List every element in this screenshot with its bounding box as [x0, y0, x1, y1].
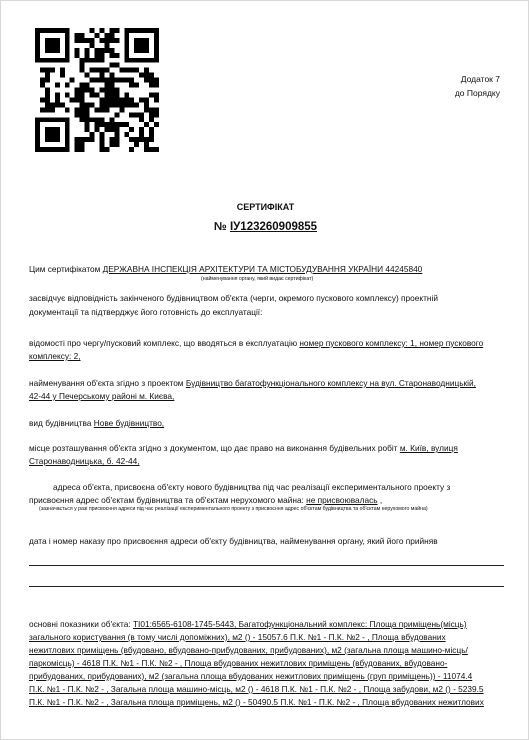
address-value: не присвоювалась [306, 495, 378, 505]
address-line-1: адреса об'єкта, присвоєна об'єкту нового будівництва під час реалізації експериментального проекту з [53, 482, 451, 492]
queue-line-1 [29, 337, 504, 350]
qr-code [35, 28, 159, 152]
location-value-1: м. Київ, вулиця [399, 443, 458, 453]
queue-label: відомості про чергу/пусковий комплекс, що вводяться в експлуатацію [29, 338, 300, 348]
location-value-2: Старонаводницька, б. 42-44, [29, 456, 140, 466]
object-name-line-1 [29, 377, 504, 390]
issuer-name: ДЕРЖАВНА ІНСПЕКЦІЯ АРХІТЕКТУРИ ТА МІСТОБУДУВАННЯ УКРАЇНИ 44245840 [102, 264, 423, 274]
issuer-line [29, 263, 504, 276]
queue-value-2: комплексу: 2, [29, 351, 81, 361]
number-value: ІУ123260909855 [229, 221, 318, 233]
object-name-label: найменування об'єкта згідно з проектом [29, 378, 186, 388]
object-name-value-1: Будівництво багатофункціонального комплексу на вул. Старонаводницькій, [185, 378, 476, 388]
certifies-line-2: документації та підтверджує його готовність до експлуатації: [29, 307, 263, 317]
indicators-text: ТІ01:6565-6108-1745-5443, Багатофункціональний комплекс: Площа приміщень(місць) [132, 619, 467, 629]
location-line-1 [29, 442, 504, 455]
certifies-line-1: засвідчує відповідність закінченого будівництвом об'єкта (черги, окремого пускового комплексу) проектній [29, 293, 438, 303]
annex-line-2: до Порядку [454, 88, 500, 98]
issuer-prefix: Цим сертифікатом [29, 264, 103, 274]
number-prefix: № [213, 221, 230, 233]
indicators-line: загального користування (в тому числі допоміжних), м2 () - 15057.6 П.К. №1 - П.К. №2 - , Площа вбудованих [29, 632, 446, 642]
indicators-line: прибудованих, прибудованих), м2 (загальна площа вбудованих нежитлових приміщень (груп приміщень)) - 11074.4 [29, 671, 473, 681]
indicators-label: основні показники об'єкта: [29, 619, 133, 629]
order-label: дата і номер наказу про присвоєння адреси об'єкту будівництва, найменування органу, який його прийняв [29, 536, 438, 546]
indicators-line: паркомісць) - 4618 П.К. №1 - П.К. №2 - , Площа вбудованих нежитлових приміщень (вбудованих, вбудовано- [29, 658, 448, 668]
indicators-line: П.К. №1 - П.К. №2 - , Загальна площа машино-місць, м2 () - 4618 П.К. №1 - П.К. №2 - , Площа забудови, м2 () - 5239.5 [29, 684, 484, 694]
annex-note [455, 72, 500, 100]
order-rule-2 [29, 586, 504, 587]
location-label: місце розташування об'єкта згідно з документом, що дає право на виконання будівельних робіт [29, 443, 400, 453]
address-label: присвоєння адрес об'єктам будівництва та об'єктам нерухомого майна: [29, 495, 307, 505]
order-rule-1 [29, 565, 504, 566]
construction-type-value: Нове будівництво, [93, 418, 165, 428]
construction-type-line [29, 417, 504, 430]
address-hint: (зазначається у разі присвоєння адреси під час реалізації експериментального проекту з присвоєння адрес об'єктам будівництва та об'єктам нерухомого майна) [39, 506, 428, 512]
indicators-line: П.К. №1 - П.К. №2 - , Загальна площа приміщень, м2 () - 50490.5 П.К. №1 - П.К. №2 - , Площа вбудованих нежитлових [29, 697, 484, 707]
annex-line-1: Додаток 7 [460, 74, 500, 84]
object-name-value-2: 42-44 у Печерському районі м. Києва, [29, 391, 175, 401]
certificate-title: СЕРТИФІКАТ [236, 202, 295, 212]
issuer-hint: (найменування органу, який видає сертифікат) [201, 276, 314, 282]
address-suffix: , [377, 495, 383, 505]
queue-value-1: номер пускового комплексу: 1, номер пускового [299, 338, 484, 348]
construction-type-label: вид будівництва [29, 418, 94, 428]
indicators-line-1 [29, 618, 504, 631]
certificate-number [1, 221, 529, 233]
indicators-line: нежитлових приміщень (вбудовано, вбудовано-прибудованих, прибудованих), м2 (загальна площа машино-місць/ [29, 645, 468, 655]
